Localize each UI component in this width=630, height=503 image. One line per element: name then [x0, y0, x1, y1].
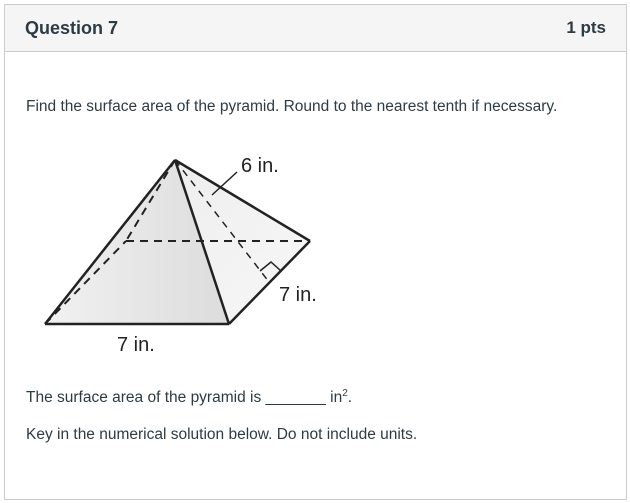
- question-title: Question 7: [25, 17, 119, 38]
- answer-statement: [26, 388, 352, 407]
- slant-height-label: 6 in.: [241, 155, 279, 177]
- answer-instructions: Key in the numerical solution below. Do not include units.: [26, 426, 418, 443]
- answer-exponent: 2: [342, 388, 348, 399]
- answer-prefix: The surface area of the pyramid is _______ in: [26, 389, 343, 406]
- base-side-label: 7 in.: [279, 284, 317, 306]
- question-card: [4, 4, 627, 500]
- question-prompt: Find the surface area of the pyramid. Round to the nearest tenth if necessary.: [26, 98, 558, 115]
- answer-suffix: .: [347, 389, 353, 406]
- base-front-label: 7 in.: [117, 334, 155, 356]
- question-header: [5, 5, 626, 52]
- question-points: 1 pts: [566, 18, 606, 37]
- pyramid-figure: [5, 52, 628, 382]
